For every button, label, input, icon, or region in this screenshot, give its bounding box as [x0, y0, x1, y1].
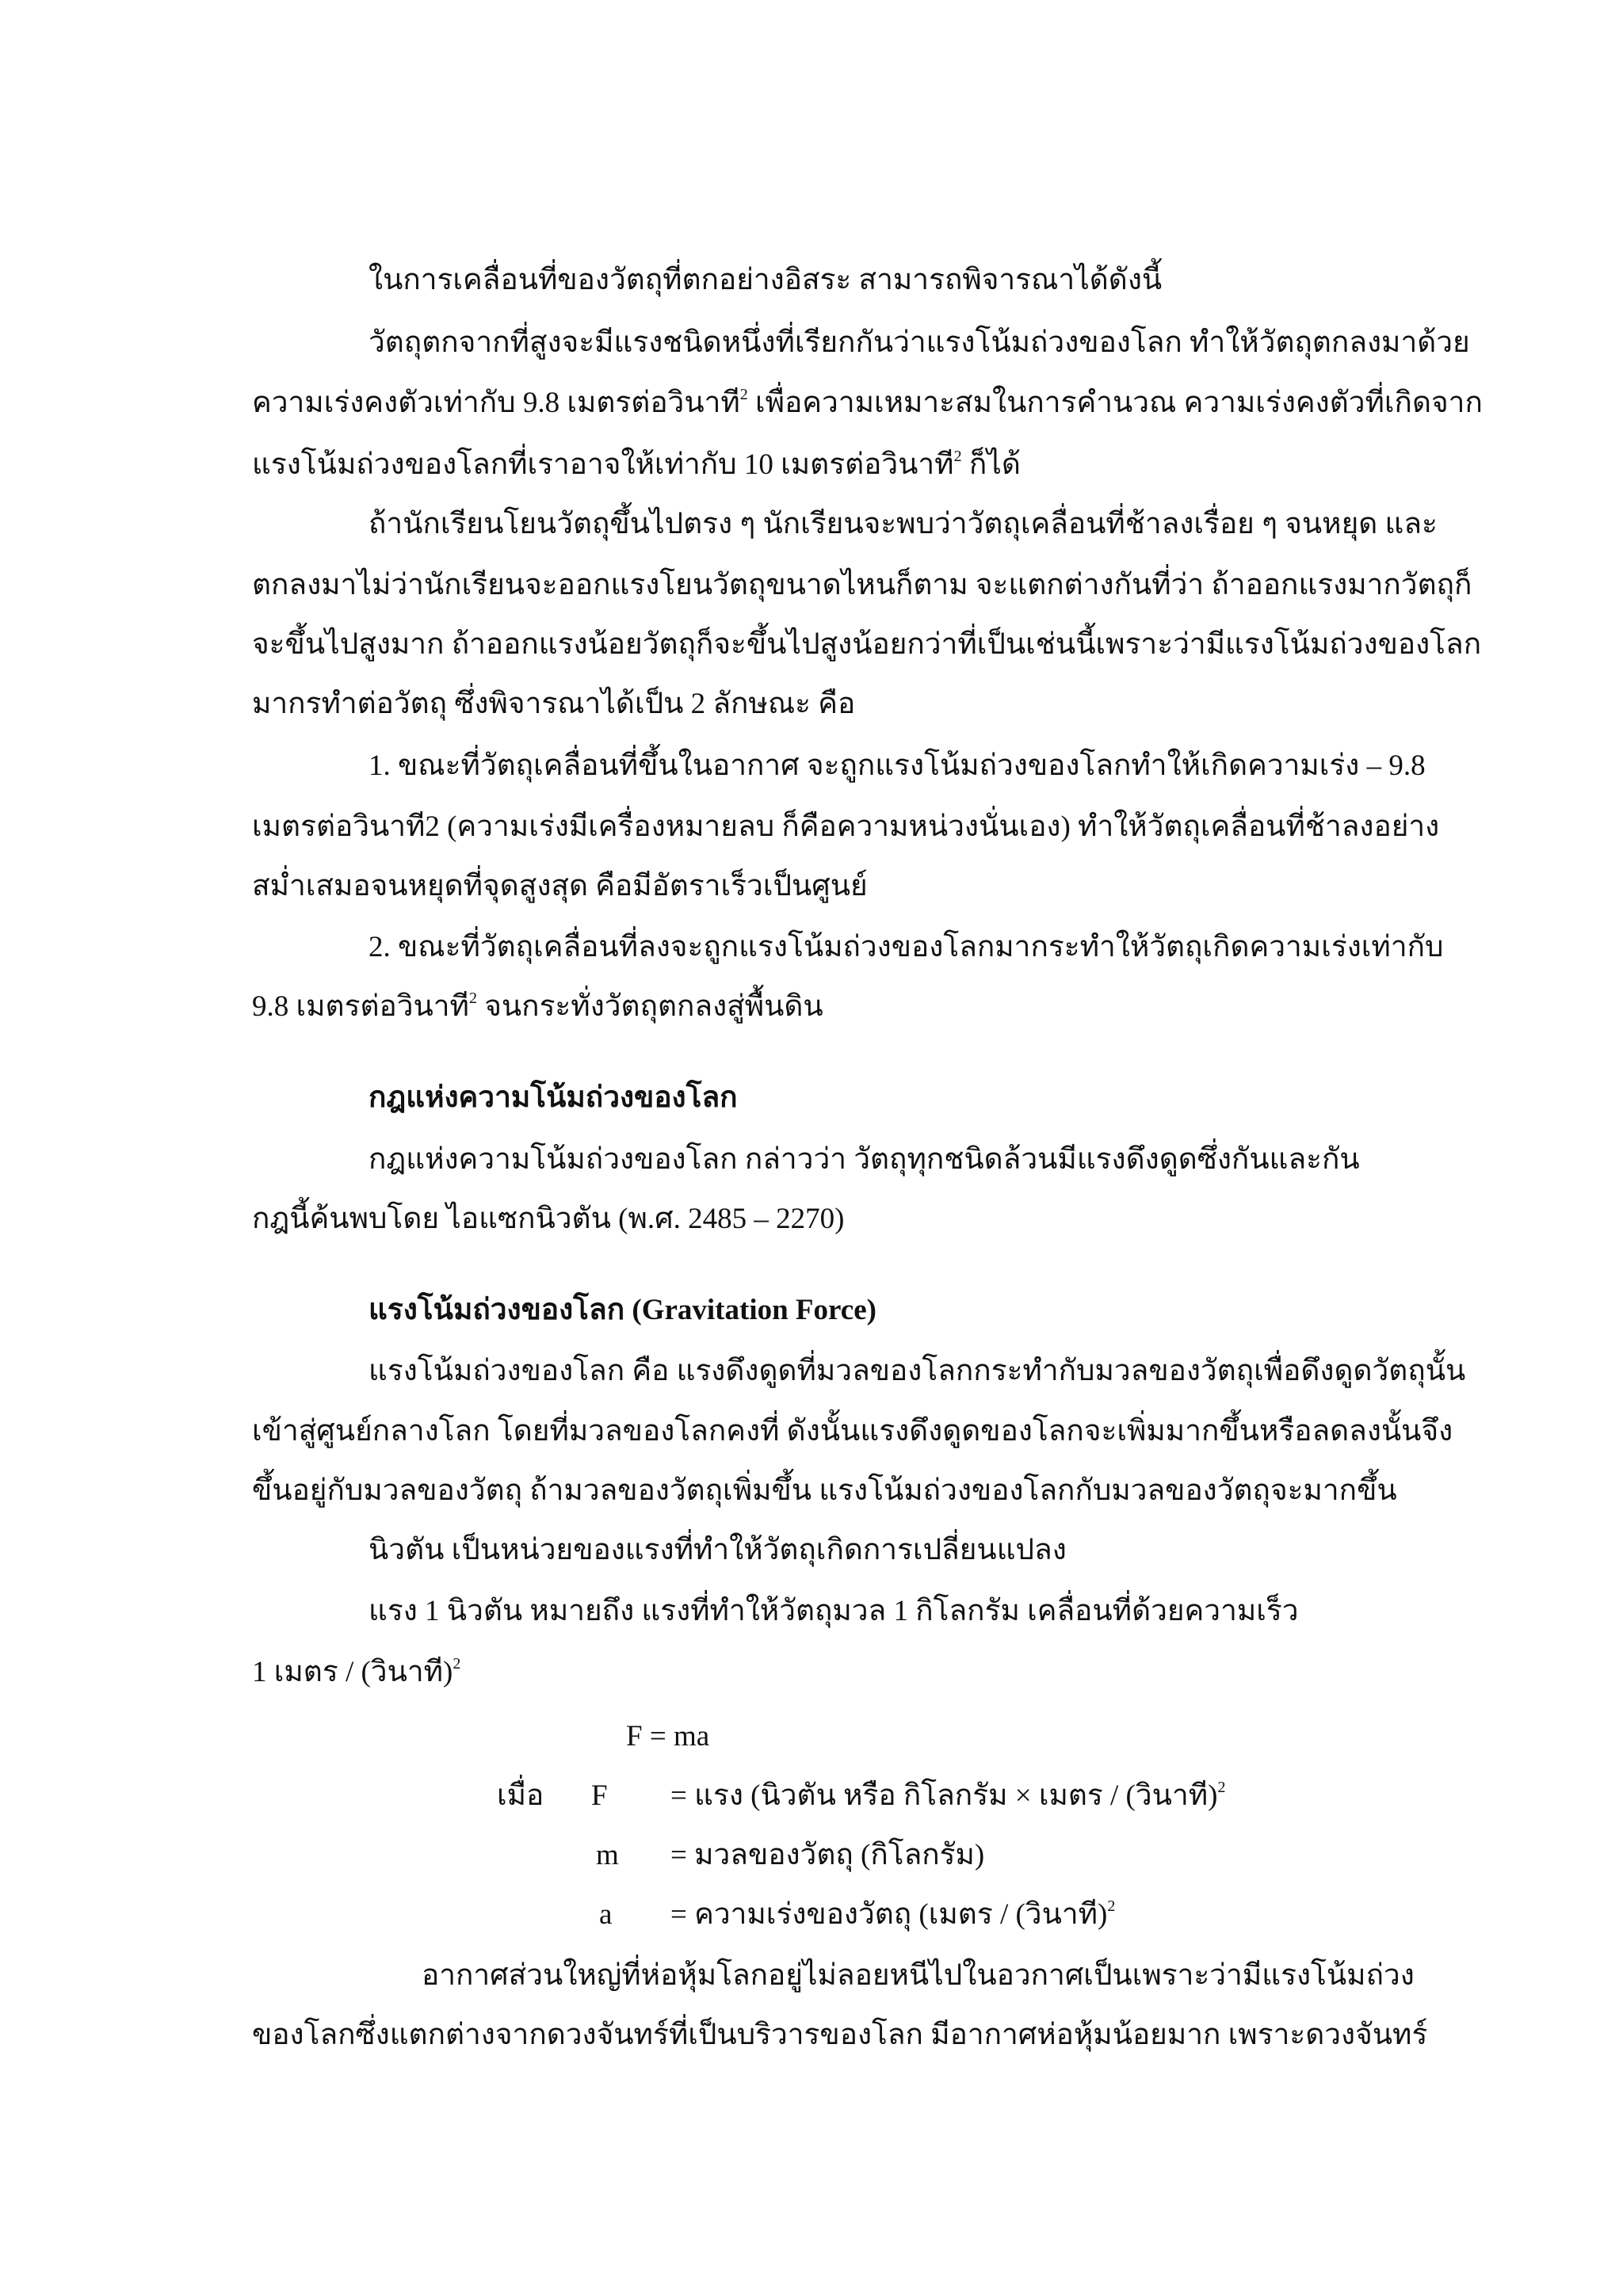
para1-line3-text-b: ก็ได้: [961, 448, 1021, 481]
para1-line1: วัตถุตกจากที่สูงจะมีแรงชนิดหนึ่งที่เรียกกันว่าแรงโน้มถ่วงของโลก ทำให้วัตถุตกลงมาด้วย: [369, 326, 1470, 359]
gravity-line5: แรง 1 นิวตัน หมายถึง แรงที่ทำให้วัตถุมวล 1 กิโลกรัม เคลื่อนที่ด้วยความเร็ว: [369, 1595, 1299, 1627]
formula-definition: [670, 1781, 1225, 1810]
gravity-line2: เข้าสู่ศูนย์กลางโลก โดยที่มวลของโลกคงที่ ดังนั้นแรงดึงดูดของโลกจะเพิ่มมากขึ้นหรือลดลงนั้นจึง: [252, 1415, 1453, 1447]
formula-definition: [670, 1840, 984, 1870]
gravity-line6: [252, 1657, 460, 1687]
law-line2: กฎนี้ค้นพบโดย ไอแซกนิวตัน (พ.ศ. 2485 – 2270): [252, 1203, 845, 1235]
para1-line2: [252, 388, 1483, 418]
formula-symbol: a: [599, 1898, 613, 1931]
superscript: 2: [453, 1655, 461, 1672]
formula-definition-text: = แรง (นิวตัน หรือ กิโลกรัม × เมตร / (วินาที): [670, 1779, 1218, 1812]
para2-line1: ถ้านักเรียนโยนวัตถุขึ้นไปตรง ๆ นักเรียนจะพบว่าวัตถุเคลื่อนที่ช้าลงเรื่อย ๆ จนหยุด และ: [369, 508, 1438, 540]
gravity-line1: แรงโน้มถ่วงของโลก คือ แรงดึงดูดที่มวลของโลกกระทำกับมวลของวัตถุเพื่อดึงดูดวัตถุนั้น: [369, 1355, 1466, 1387]
gravity-heading: แรงโน้มถ่วงของโลก (Gravitation Force): [369, 1294, 876, 1326]
gravity-line4: นิวตัน เป็นหน่วยของแรงที่ทำให้วัตถุเกิดการเปลี่ยนแปลง: [369, 1534, 1067, 1566]
superscript: 2: [1107, 1897, 1116, 1915]
item2-line2-text-b: จนกระทั่งวัตถุตกลงสู่พื้นดิน: [476, 990, 823, 1023]
para1-line2-text: ความเร่งคงตัวเท่ากับ 9.8 เมตรต่อวินาที: [252, 387, 740, 419]
superscript: 2: [953, 448, 962, 465]
formula-definition-text: = มวลของวัตถุ (กิโลกรัม): [670, 1839, 985, 1871]
law-line1: กฎแห่งความโน้มถ่วงของโลก กล่าวว่า วัตถุทุกชนิดล้วนมีแรงดึงดูดซึ่งกันและกัน: [369, 1143, 1360, 1176]
superscript: 2: [1217, 1779, 1226, 1796]
gravity-line6-text: 1 เมตร / (วินาที): [252, 1656, 453, 1688]
para1-line3-text: แรงโน้มถ่วงของโลกที่เราอาจให้เท่ากับ 10 เมตรต่อวินาที: [252, 448, 954, 481]
item2-line2: [252, 992, 823, 1021]
formula-definition: [670, 1897, 1116, 1931]
formula-when: เมื่อ: [497, 1779, 544, 1812]
formula-symbol: m: [596, 1839, 619, 1871]
formula-symbol: F: [591, 1779, 608, 1812]
para2-line3: จะขึ้นไปสูงมาก ถ้าออกแรงน้อยวัตถุก็จะขึ้นไปสูงน้อยกว่าที่เป็นเช่นนี้เพราะว่ามีแรงโน้มถ่วงของโลก: [252, 628, 1482, 661]
para2-line4: มากรทำต่อวัตถุ ซึ่งพิจารณาได้เป็น 2 ลักษณะ คือ: [252, 688, 856, 720]
formula-definition-text: = ความเร่งของวัตถุ (เมตร / (วินาที): [670, 1898, 1108, 1931]
superscript: 2: [739, 386, 748, 403]
closing-line1: อากาศส่วนใหญ่ที่ห่อหุ้มโลกอยู่ไม่ลอยหนีไปในอวกาศเป็นเพราะว่ามีแรงโน้มถ่วง: [422, 1959, 1415, 1992]
para1-line2-text-b: เพื่อความเหมาะสมในการคำนวณ ความเร่งคงตัวที่เกิดจาก: [747, 387, 1483, 419]
superscript: 2: [468, 990, 477, 1007]
item2-line1: 2. ขณะที่วัตถุเคลื่อนที่ลงจะถูกแรงโน้มถ่วงของโลกมากระทำให้วัตถุเกิดความเร่งเท่ากับ: [369, 931, 1444, 963]
para1-line3: [252, 450, 1021, 479]
item1-line3: สม่ำเสมอจนหยุดที่จุดสูงสุด คือมีอัตราเร็วเป็นศูนย์: [252, 870, 868, 902]
item2-line2-text: 9.8 เมตรต่อวินาที: [252, 990, 469, 1023]
item1-line1: 1. ขณะที่วัตถุเคลื่อนที่ขึ้นในอากาศ จะถูกแรงโน้มถ่วงของโลกทำให้เกิดความเร่ง – 9.8: [369, 749, 1426, 782]
gravity-line3: ขึ้นอยู่กับมวลของวัตถุ ถ้ามวลของวัตถุเพิ่มขึ้น แรงโน้มถ่วงของโลกกับมวลของวัตถุจะมากขึ้น: [252, 1474, 1397, 1507]
intro-line: ในการเคลื่อนที่ของวัตถุที่ตกอย่างอิสระ สามารถพิจารณาได้ดังนี้: [369, 264, 1163, 296]
para2-line2: ตกลงมาไม่ว่านักเรียนจะออกแรงโยนวัตถุขนาดไหนก็ตาม จะแตกต่างกันที่ว่า ถ้าออกแรงมากวัตถุก็: [252, 569, 1472, 601]
closing-line2: ของโลกซึ่งแตกต่างจากดวงจันทร์ที่เป็นบริวารของโลก มีอากาศห่อหุ้มน้อยมาก เพราะดวงจันทร์: [252, 2019, 1428, 2051]
formula-equation: F = ma: [626, 1720, 710, 1753]
law-heading: กฎแห่งความโน้มถ่วงของโลก: [369, 1081, 738, 1114]
item1-line2: เมตรต่อวินาที2 (ความเร่งมีเครื่องหมายลบ ก็คือความหน่วงนั่นเอง) ทำให้วัตถุเคลื่อนที่ช้าลงอย่าง: [252, 810, 1440, 843]
